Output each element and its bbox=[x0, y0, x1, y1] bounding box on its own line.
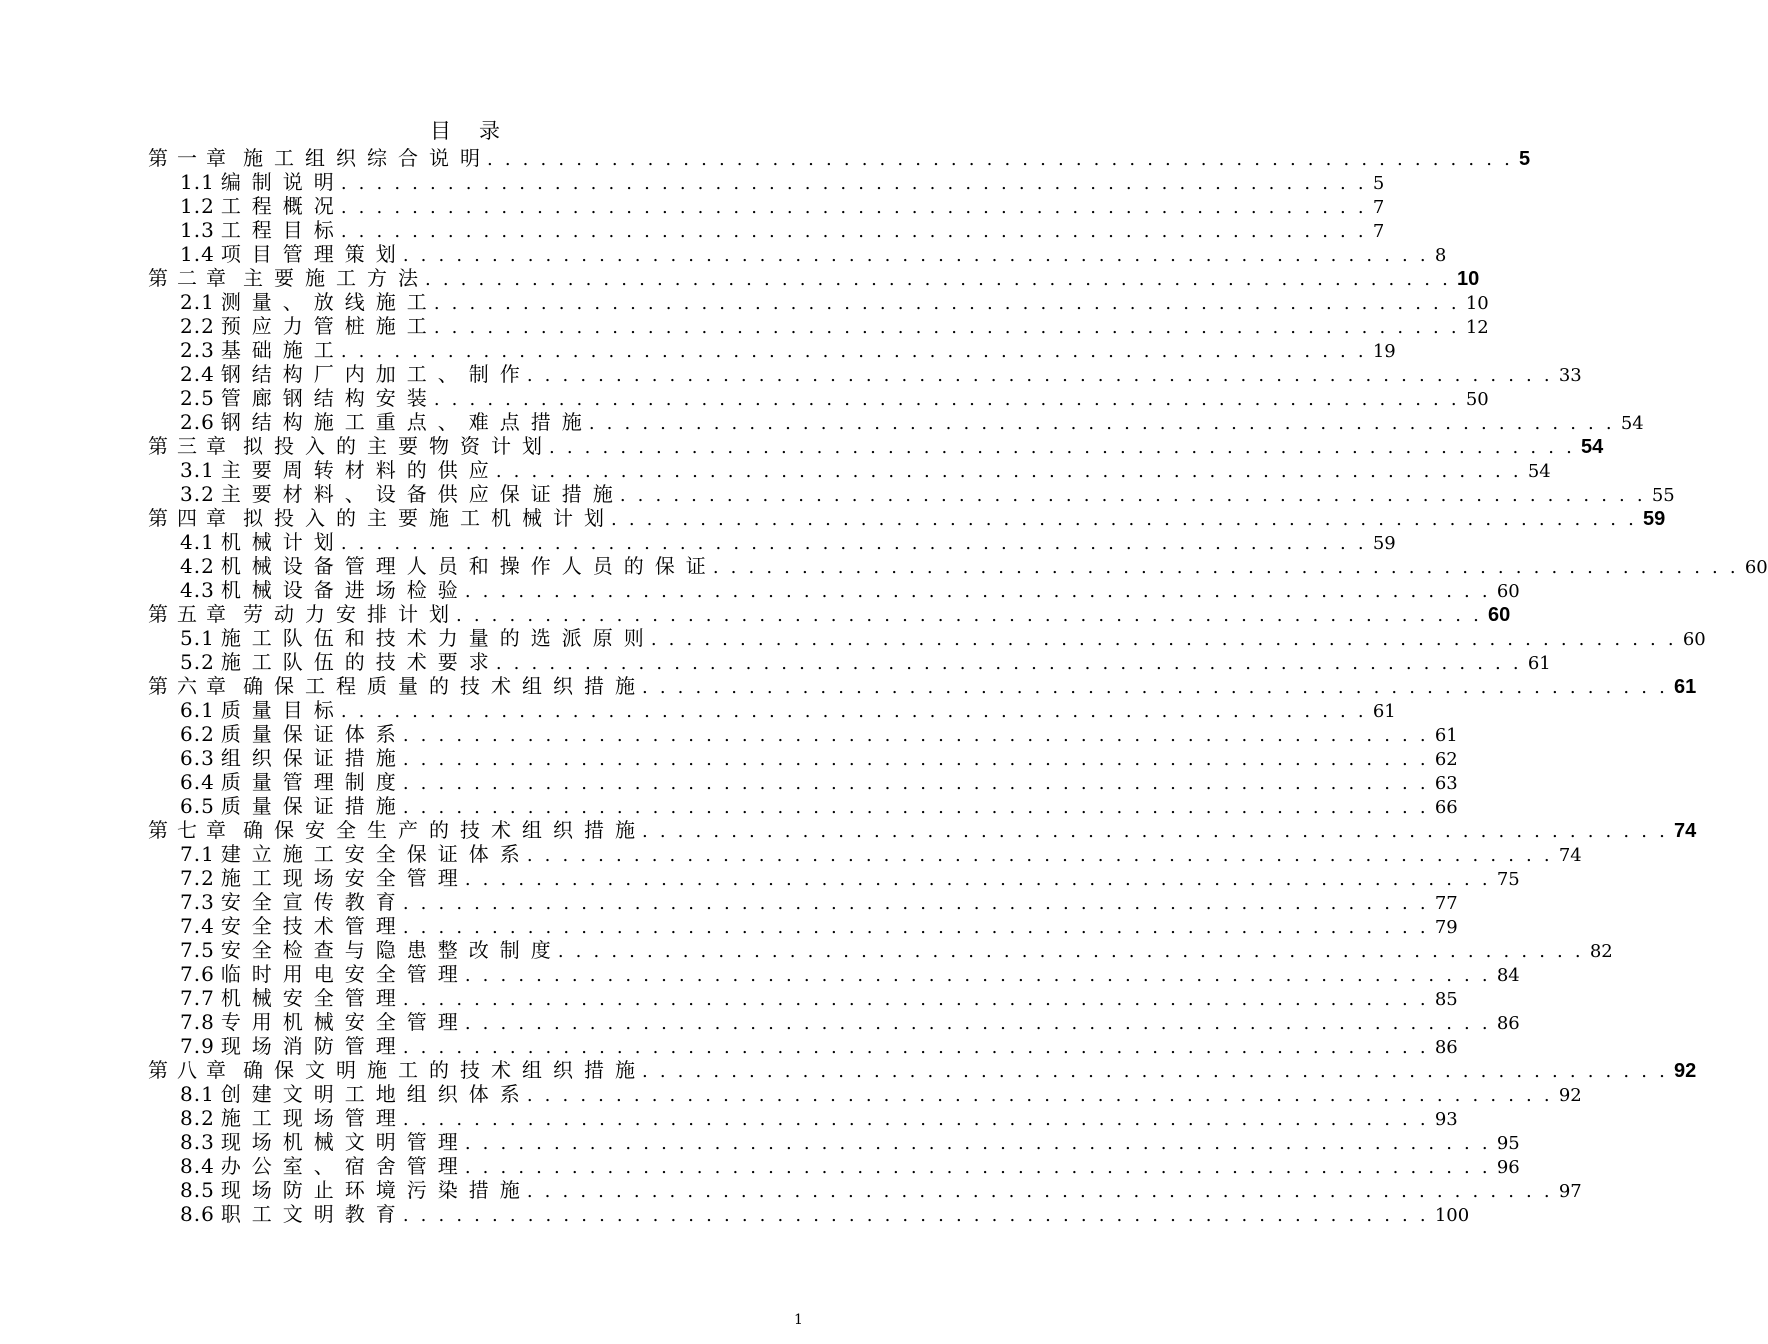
toc-leader-dots: . . . . . . . . . . . . . . . . . . . . . . . . . . . . . . . . . . . . . . . . . . . . . . . . . . . . . . . . . . bbox=[340, 221, 1367, 242]
toc-leader-dots: . . . . . . . . . . . . . . . . . . . . . . . . . . . . . . . . . . . . . . . . . . . . . . . . . . . . . . . . . . bbox=[402, 749, 1429, 770]
toc-entry-number: 7.6 bbox=[180, 962, 215, 986]
toc-section-row[interactable] bbox=[180, 290, 1489, 314]
toc-section-row[interactable] bbox=[180, 1202, 1470, 1226]
toc-leader-dots: . . . . . . . . . . . . . . . . . . . . . . . . . . . . . . . . . . . . . . . . . . . . . . . . . . . . . . . . . . bbox=[464, 869, 1491, 890]
toc-leader-dots: . . . . . . . . . . . . . . . . . . . . . . . . . . . . . . . . . . . . . . . . . . . . . . . . . . . . . . . . . . bbox=[495, 653, 1522, 674]
toc-page-number: 55 bbox=[1651, 485, 1675, 506]
toc-entry-title: 工程概况 bbox=[220, 194, 345, 218]
toc-entry-title: 施工现场管理 bbox=[220, 1106, 407, 1130]
toc-entry-number: 8.3 bbox=[180, 1130, 215, 1154]
toc-entry-title: 拟投入的主要施工机械计划 bbox=[243, 506, 615, 530]
toc-page-number: 74 bbox=[1674, 820, 1697, 842]
toc-page-number: 60 bbox=[1744, 557, 1768, 578]
toc-entry-title: 劳动力安排计划 bbox=[243, 602, 460, 626]
toc-entry-number: 第六章 bbox=[148, 674, 235, 698]
toc-page-number: 95 bbox=[1496, 1133, 1520, 1154]
toc-page-number: 96 bbox=[1496, 1157, 1520, 1178]
toc-leader-dots: . . . . . . . . . . . . . . . . . . . . . . . . . . . . . . . . . . . . . . . . . . . . . . . . . . . . . . . . . . bbox=[712, 557, 1739, 578]
toc-section-row[interactable] bbox=[180, 410, 1644, 434]
toc-section-row[interactable] bbox=[180, 482, 1675, 506]
toc-entry-number: 4.1 bbox=[180, 530, 215, 554]
toc-entry-number: 4.3 bbox=[180, 578, 215, 602]
toc-entry-title: 确保工程质量的技术组织措施 bbox=[243, 674, 646, 698]
toc-entry-number: 7.3 bbox=[180, 890, 215, 914]
toc-leader-dots: . . . . . . . . . . . . . . . . . . . . . . . . . . . . . . . . . . . . . . . . . . . . . . . . . . . . . . . . . . bbox=[464, 965, 1491, 986]
toc-section-row[interactable] bbox=[180, 338, 1396, 362]
toc-section-row[interactable] bbox=[180, 986, 1458, 1010]
toc-entry-title: 测量、放线施工 bbox=[220, 290, 438, 314]
toc-page-number: 61 bbox=[1527, 653, 1551, 674]
toc-page-number: 62 bbox=[1434, 749, 1458, 770]
page-number: 1 bbox=[794, 1312, 803, 1328]
toc-chapter-row[interactable] bbox=[148, 506, 1666, 530]
toc-entry-title: 专用机械安全管理 bbox=[220, 1010, 469, 1034]
toc-page-number: 86 bbox=[1434, 1037, 1458, 1058]
toc-entry-title: 组织保证措施 bbox=[220, 746, 407, 770]
toc-section-row[interactable] bbox=[180, 554, 1768, 578]
toc-page-number: 8 bbox=[1434, 245, 1447, 266]
toc-page-number: 33 bbox=[1558, 365, 1582, 386]
toc-page-number: 75 bbox=[1496, 869, 1520, 890]
toc-page-number: 100 bbox=[1434, 1205, 1470, 1226]
toc-leader-dots: . . . . . . . . . . . . . . . . . . . . . . . . . . . . . . . . . . . . . . . . . . . . . . . . . . . . . . . . . . bbox=[402, 1109, 1429, 1130]
toc-page-number: 10 bbox=[1457, 268, 1480, 290]
toc-chapter-row[interactable] bbox=[148, 266, 1480, 290]
toc-page-number: 19 bbox=[1372, 341, 1396, 362]
toc-entry-title: 现场机械文明管理 bbox=[220, 1130, 469, 1154]
toc-section-row[interactable] bbox=[180, 1034, 1458, 1058]
toc-page-number: 5 bbox=[1372, 173, 1385, 194]
toc-leader-dots: . . . . . . . . . . . . . . . . . . . . . . . . . . . . . . . . . . . . . . . . . . . . . . . . . . . . . . . . . . bbox=[526, 845, 1553, 866]
toc-section-row[interactable] bbox=[180, 1178, 1582, 1202]
toc-leader-dots: . . . . . . . . . . . . . . . . . . . . . . . . . . . . . . . . . . . . . . . . . . . . . . . . . . . . . . . . . . bbox=[464, 1157, 1491, 1178]
toc-entry-title: 现场防止环境污染措施 bbox=[220, 1178, 531, 1202]
toc-leader-dots: . . . . . . . . . . . . . . . . . . . . . . . . . . . . . . . . . . . . . . . . . . . . . . . . . . . . . . . . . . bbox=[425, 269, 1451, 290]
toc-section-row[interactable] bbox=[180, 170, 1385, 194]
toc-page-number: 84 bbox=[1496, 965, 1520, 986]
toc-page-number: 63 bbox=[1434, 773, 1458, 794]
toc-section-row[interactable] bbox=[180, 530, 1396, 554]
toc-leader-dots: . . . . . . . . . . . . . . . . . . . . . . . . . . . . . . . . . . . . . . . . . . . . . . . . . . . . . . . . . . bbox=[642, 821, 1668, 842]
toc-entry-number: 2.2 bbox=[180, 314, 215, 338]
toc-entry-title: 拟投入的主要物资计划 bbox=[243, 434, 553, 458]
toc-section-row[interactable] bbox=[180, 578, 1520, 602]
toc-page-number: 5 bbox=[1519, 148, 1531, 170]
toc-section-row[interactable] bbox=[180, 626, 1706, 650]
toc-chapter-row[interactable] bbox=[148, 602, 1511, 626]
toc-page-number: 92 bbox=[1558, 1085, 1582, 1106]
toc-section-row[interactable] bbox=[180, 362, 1582, 386]
toc-entry-title: 确保文明施工的技术组织措施 bbox=[243, 1058, 646, 1082]
toc-entry-title: 施工组织综合说明 bbox=[243, 146, 491, 170]
toc-chapter-row[interactable] bbox=[148, 1058, 1697, 1082]
toc-section-row[interactable] bbox=[180, 1130, 1520, 1154]
toc-page-number: 93 bbox=[1434, 1109, 1458, 1130]
toc-entry-title: 质量保证体系 bbox=[220, 722, 407, 746]
toc-entry-number: 7.4 bbox=[180, 914, 215, 938]
toc-leader-dots: . . . . . . . . . . . . . . . . . . . . . . . . . . . . . . . . . . . . . . . . . . . . . . . . . . . . . . . . . . bbox=[611, 509, 1637, 530]
toc-section-row[interactable] bbox=[180, 698, 1396, 722]
toc-section-row[interactable] bbox=[180, 1010, 1520, 1034]
toc-section-row[interactable] bbox=[180, 1154, 1520, 1178]
toc-chapter-row[interactable] bbox=[148, 674, 1697, 698]
toc-page-number: 79 bbox=[1434, 917, 1458, 938]
toc-entry-title: 安全技术管理 bbox=[220, 914, 407, 938]
toc-entry-number: 7.7 bbox=[180, 986, 215, 1010]
toc-page-number: 59 bbox=[1643, 508, 1666, 530]
toc-entry-number: 1.2 bbox=[180, 194, 215, 218]
toc-section-row[interactable] bbox=[180, 842, 1582, 866]
toc-page-number: 60 bbox=[1496, 581, 1520, 602]
toc-section-row[interactable] bbox=[180, 458, 1551, 482]
toc-page-number: 74 bbox=[1558, 845, 1582, 866]
toc-entry-title: 临时用电安全管理 bbox=[220, 962, 469, 986]
toc-entry-title: 机械安全管理 bbox=[220, 986, 407, 1010]
toc-entry-number: 6.1 bbox=[180, 698, 215, 722]
toc-leader-dots: . . . . . . . . . . . . . . . . . . . . . . . . . . . . . . . . . . . . . . . . . . . . . . . . . . . . . . . . . . bbox=[402, 893, 1429, 914]
toc-section-row[interactable] bbox=[180, 866, 1520, 890]
toc-entry-number: 5.2 bbox=[180, 650, 215, 674]
toc-entry-title: 安全宣传教育 bbox=[220, 890, 407, 914]
toc-entry-title: 建立施工安全保证体系 bbox=[220, 842, 531, 866]
toc-leader-dots: . . . . . . . . . . . . . . . . . . . . . . . . . . . . . . . . . . . . . . . . . . . . . . . . . . . . . . . . . . bbox=[433, 389, 1460, 410]
toc-leader-dots: . . . . . . . . . . . . . . . . . . . . . . . . . . . . . . . . . . . . . . . . . . . . . . . . . . . . . . . . . . bbox=[588, 413, 1615, 434]
toc-leader-dots: . . . . . . . . . . . . . . . . . . . . . . . . . . . . . . . . . . . . . . . . . . . . . . . . . . . . . . . . . . bbox=[526, 1181, 1553, 1202]
toc-leader-dots: . . . . . . . . . . . . . . . . . . . . . . . . . . . . . . . . . . . . . . . . . . . . . . . . . . . . . . . . . . bbox=[433, 317, 1460, 338]
toc-entry-title: 管廊钢结构安装 bbox=[220, 386, 438, 410]
toc-entry-title: 现场消防管理 bbox=[220, 1034, 407, 1058]
toc-leader-dots: . . . . . . . . . . . . . . . . . . . . . . . . . . . . . . . . . . . . . . . . . . . . . . . . . . . . . . . . . . bbox=[340, 341, 1367, 362]
toc-entry-title: 机械计划 bbox=[220, 530, 345, 554]
toc-section-row[interactable] bbox=[180, 914, 1458, 938]
toc-entry-title: 基础施工 bbox=[220, 338, 345, 362]
toc-entry-number: 2.1 bbox=[180, 290, 215, 314]
toc-entry-number: 8.2 bbox=[180, 1106, 215, 1130]
toc-entry-title: 编制说明 bbox=[220, 170, 345, 194]
toc-entry-title: 工程目标 bbox=[220, 218, 345, 242]
toc-leader-dots: . . . . . . . . . . . . . . . . . . . . . . . . . . . . . . . . . . . . . . . . . . . . . . . . . . . . . . . . . . bbox=[456, 605, 1482, 626]
toc-entry-number: 3.2 bbox=[180, 482, 215, 506]
toc-entry-number: 7.8 bbox=[180, 1010, 215, 1034]
toc-entry-number: 7.1 bbox=[180, 842, 215, 866]
toc-section-row[interactable] bbox=[180, 722, 1458, 746]
toc-leader-dots: . . . . . . . . . . . . . . . . . . . . . . . . . . . . . . . . . . . . . . . . . . . . . . . . . . . . . . . . . . bbox=[340, 197, 1367, 218]
toc-entry-number: 3.1 bbox=[180, 458, 215, 482]
toc-entry-number: 1.4 bbox=[180, 242, 215, 266]
toc-entry-number: 第七章 bbox=[148, 818, 235, 842]
toc-entry-title: 创建文明工地组织体系 bbox=[220, 1082, 531, 1106]
toc-leader-dots: . . . . . . . . . . . . . . . . . . . . . . . . . . . . . . . . . . . . . . . . . . . . . . . . . . . . . . . . . . bbox=[642, 1061, 1668, 1082]
toc-entry-title: 机械设备进场检验 bbox=[220, 578, 469, 602]
toc-page-number: 61 bbox=[1674, 676, 1697, 698]
toc-entry-number: 6.2 bbox=[180, 722, 215, 746]
toc-entry-title: 主要施工方法 bbox=[243, 266, 429, 290]
toc-leader-dots: . . . . . . . . . . . . . . . . . . . . . . . . . . . . . . . . . . . . . . . . . . . . . . . . . . . . . . . . . . bbox=[402, 725, 1429, 746]
toc-entry-number: 8.4 bbox=[180, 1154, 215, 1178]
toc-page-number: 12 bbox=[1465, 317, 1489, 338]
toc-section-row[interactable] bbox=[180, 1106, 1458, 1130]
toc-page-number: 85 bbox=[1434, 989, 1458, 1010]
toc-page-number: 54 bbox=[1527, 461, 1551, 482]
toc-leader-dots: . . . . . . . . . . . . . . . . . . . . . . . . . . . . . . . . . . . . . . . . . . . . . . . . . . . . . . . . . . bbox=[402, 245, 1429, 266]
toc-leader-dots: . . . . . . . . . . . . . . . . . . . . . . . . . . . . . . . . . . . . . . . . . . . . . . . . . . . . . . . . . . bbox=[557, 941, 1584, 962]
toc-entry-title: 质量保证措施 bbox=[220, 794, 407, 818]
toc-chapter-row[interactable] bbox=[148, 434, 1604, 458]
toc-page-number: 54 bbox=[1581, 436, 1604, 458]
toc-entry-title: 施工队伍的技术要求 bbox=[220, 650, 500, 674]
toc-entry-title: 施工现场安全管理 bbox=[220, 866, 469, 890]
toc-entry-number: 第四章 bbox=[148, 506, 235, 530]
toc-leader-dots: . . . . . . . . . . . . . . . . . . . . . . . . . . . . . . . . . . . . . . . . . . . . . . . . . . . . . . . . . . bbox=[402, 1205, 1429, 1226]
toc-entry-title: 机械设备管理人员和操作人员的保证 bbox=[220, 554, 717, 578]
toc-leader-dots: . . . . . . . . . . . . . . . . . . . . . . . . . . . . . . . . . . . . . . . . . . . . . . . . . . . . . . . . . . bbox=[642, 677, 1668, 698]
toc-leader-dots: . . . . . . . . . . . . . . . . . . . . . . . . . . . . . . . . . . . . . . . . . . . . . . . . . . . . . . . . . . bbox=[464, 1133, 1491, 1154]
toc-entry-title: 确保安全生产的技术组织措施 bbox=[243, 818, 646, 842]
toc-entry-number: 1.1 bbox=[180, 170, 215, 194]
toc-section-row[interactable] bbox=[180, 314, 1489, 338]
toc-entry-number: 8.1 bbox=[180, 1082, 215, 1106]
toc-entry-number: 7.2 bbox=[180, 866, 215, 890]
toc-leader-dots: . . . . . . . . . . . . . . . . . . . . . . . . . . . . . . . . . . . . . . . . . . . . . . . . . . . . . . . . . . bbox=[402, 989, 1429, 1010]
toc-section-row[interactable] bbox=[180, 194, 1385, 218]
toc-leader-dots: . . . . . . . . . . . . . . . . . . . . . . . . . . . . . . . . . . . . . . . . . . . . . . . . . . . . . . . . . . bbox=[526, 365, 1553, 386]
toc-page-number: 60 bbox=[1682, 629, 1706, 650]
toc-page-number: 54 bbox=[1620, 413, 1644, 434]
toc-leader-dots: . . . . . . . . . . . . . . . . . . . . . . . . . . . . . . . . . . . . . . . . . . . . . . . . . . . . . . . . . . bbox=[487, 149, 1513, 170]
toc-leader-dots: . . . . . . . . . . . . . . . . . . . . . . . . . . . . . . . . . . . . . . . . . . . . . . . . . . . . . . . . . . bbox=[650, 629, 1677, 650]
toc-page-number: 66 bbox=[1434, 797, 1458, 818]
toc-page-number: 97 bbox=[1558, 1181, 1582, 1202]
toc-section-row[interactable] bbox=[180, 218, 1385, 242]
toc-entry-number: 2.5 bbox=[180, 386, 215, 410]
toc-entry-number: 第一章 bbox=[148, 146, 235, 170]
toc-page-number: 50 bbox=[1465, 389, 1489, 410]
toc-entry-title: 预应力管桩施工 bbox=[220, 314, 438, 338]
toc-leader-dots: . . . . . . . . . . . . . . . . . . . . . . . . . . . . . . . . . . . . . . . . . . . . . . . . . . . . . . . . . . bbox=[340, 533, 1367, 554]
toc-page-number: 77 bbox=[1434, 893, 1458, 914]
toc-entry-number: 第三章 bbox=[148, 434, 235, 458]
toc-page-number: 82 bbox=[1589, 941, 1613, 962]
toc-entry-title: 主要材料、设备供应保证措施 bbox=[220, 482, 624, 506]
toc-leader-dots: . . . . . . . . . . . . . . . . . . . . . . . . . . . . . . . . . . . . . . . . . . . . . . . . . . . . . . . . . . bbox=[340, 701, 1367, 722]
toc-leader-dots: . . . . . . . . . . . . . . . . . . . . . . . . . . . . . . . . . . . . . . . . . . . . . . . . . . . . . . . . . . bbox=[402, 797, 1429, 818]
toc-section-row[interactable] bbox=[180, 1082, 1582, 1106]
toc-page-number: 86 bbox=[1496, 1013, 1520, 1034]
toc-entry-title: 钢结构厂内加工、制作 bbox=[220, 362, 531, 386]
toc-entry-title: 办公室、宿舍管理 bbox=[220, 1154, 469, 1178]
toc-section-row[interactable] bbox=[180, 770, 1458, 794]
toc-entry-number: 5.1 bbox=[180, 626, 215, 650]
toc-section-row[interactable] bbox=[180, 650, 1551, 674]
toc-entry-number: 第五章 bbox=[148, 602, 235, 626]
toc-entry-number: 6.5 bbox=[180, 794, 215, 818]
toc-leader-dots: . . . . . . . . . . . . . . . . . . . . . . . . . . . . . . . . . . . . . . . . . . . . . . . . . . . . . . . . . . bbox=[495, 461, 1522, 482]
toc-leader-dots: . . . . . . . . . . . . . . . . . . . . . . . . . . . . . . . . . . . . . . . . . . . . . . . . . . . . . . . . . . bbox=[340, 173, 1367, 194]
toc-page-number: 61 bbox=[1372, 701, 1396, 722]
toc-leader-dots: . . . . . . . . . . . . . . . . . . . . . . . . . . . . . . . . . . . . . . . . . . . . . . . . . . . . . . . . . . bbox=[402, 773, 1429, 794]
toc-entry-number: 8.5 bbox=[180, 1178, 215, 1202]
toc-leader-dots: . . . . . . . . . . . . . . . . . . . . . . . . . . . . . . . . . . . . . . . . . . . . . . . . . . . . . . . . . . bbox=[549, 437, 1575, 458]
toc-page-number: 61 bbox=[1434, 725, 1458, 746]
toc-page-number: 7 bbox=[1372, 221, 1385, 242]
toc-entry-title: 质量目标 bbox=[220, 698, 345, 722]
toc-entry-number: 4.2 bbox=[180, 554, 215, 578]
toc-leader-dots: . . . . . . . . . . . . . . . . . . . . . . . . . . . . . . . . . . . . . . . . . . . . . . . . . . . . . . . . . . bbox=[402, 1037, 1429, 1058]
toc-leader-dots: . . . . . . . . . . . . . . . . . . . . . . . . . . . . . . . . . . . . . . . . . . . . . . . . . . . . . . . . . . bbox=[433, 293, 1460, 314]
toc-title: 目录 bbox=[430, 119, 528, 143]
toc-leader-dots: . . . . . . . . . . . . . . . . . . . . . . . . . . . . . . . . . . . . . . . . . . . . . . . . . . . . . . . . . . bbox=[464, 581, 1491, 602]
toc-entry-number: 2.6 bbox=[180, 410, 215, 434]
toc-entry-number: 1.3 bbox=[180, 218, 215, 242]
toc-chapter-row[interactable] bbox=[148, 818, 1697, 842]
toc-entry-number: 6.4 bbox=[180, 770, 215, 794]
toc-section-row[interactable] bbox=[180, 938, 1613, 962]
toc-page-number: 92 bbox=[1674, 1060, 1697, 1082]
toc-section-row[interactable] bbox=[180, 794, 1458, 818]
toc-entry-number: 2.3 bbox=[180, 338, 215, 362]
toc-section-row[interactable] bbox=[180, 890, 1458, 914]
toc-section-row[interactable] bbox=[180, 746, 1458, 770]
toc-entry-title: 钢结构施工重点、难点措施 bbox=[220, 410, 593, 434]
toc-section-row[interactable] bbox=[180, 242, 1447, 266]
toc-leader-dots: . . . . . . . . . . . . . . . . . . . . . . . . . . . . . . . . . . . . . . . . . . . . . . . . . . . . . . . . . . bbox=[402, 917, 1429, 938]
toc-page-number: 59 bbox=[1372, 533, 1396, 554]
toc-entry-title: 项目管理策划 bbox=[220, 242, 407, 266]
toc-page-number: 7 bbox=[1372, 197, 1385, 218]
toc-entry-title: 施工队伍和技术力量的选派原则 bbox=[220, 626, 655, 650]
toc-leader-dots: . . . . . . . . . . . . . . . . . . . . . . . . . . . . . . . . . . . . . . . . . . . . . . . . . . . . . . . . . . bbox=[464, 1013, 1491, 1034]
toc-entry-number: 7.9 bbox=[180, 1034, 215, 1058]
toc-chapter-row[interactable] bbox=[148, 146, 1531, 170]
toc-entry-number: 8.6 bbox=[180, 1202, 215, 1226]
toc-entry-number: 第八章 bbox=[148, 1058, 235, 1082]
toc-leader-dots: . . . . . . . . . . . . . . . . . . . . . . . . . . . . . . . . . . . . . . . . . . . . . . . . . . . . . . . . . . bbox=[619, 485, 1646, 506]
toc-section-row[interactable] bbox=[180, 962, 1520, 986]
toc-entry-title: 主要周转材料的供应 bbox=[220, 458, 500, 482]
toc-leader-dots: . . . . . . . . . . . . . . . . . . . . . . . . . . . . . . . . . . . . . . . . . . . . . . . . . . . . . . . . . . bbox=[526, 1085, 1553, 1106]
toc-entry-title: 质量管理制度 bbox=[220, 770, 407, 794]
toc-entry-title: 职工文明教育 bbox=[220, 1202, 407, 1226]
toc-entry-title: 安全检查与隐患整改制度 bbox=[220, 938, 562, 962]
toc-page-number: 60 bbox=[1488, 604, 1511, 626]
toc-page-number: 10 bbox=[1465, 293, 1489, 314]
toc-entry-number: 7.5 bbox=[180, 938, 215, 962]
toc-entry-number: 2.4 bbox=[180, 362, 215, 386]
toc-entry-number: 第二章 bbox=[148, 266, 235, 290]
toc-section-row[interactable] bbox=[180, 386, 1489, 410]
toc-entry-number: 6.3 bbox=[180, 746, 215, 770]
